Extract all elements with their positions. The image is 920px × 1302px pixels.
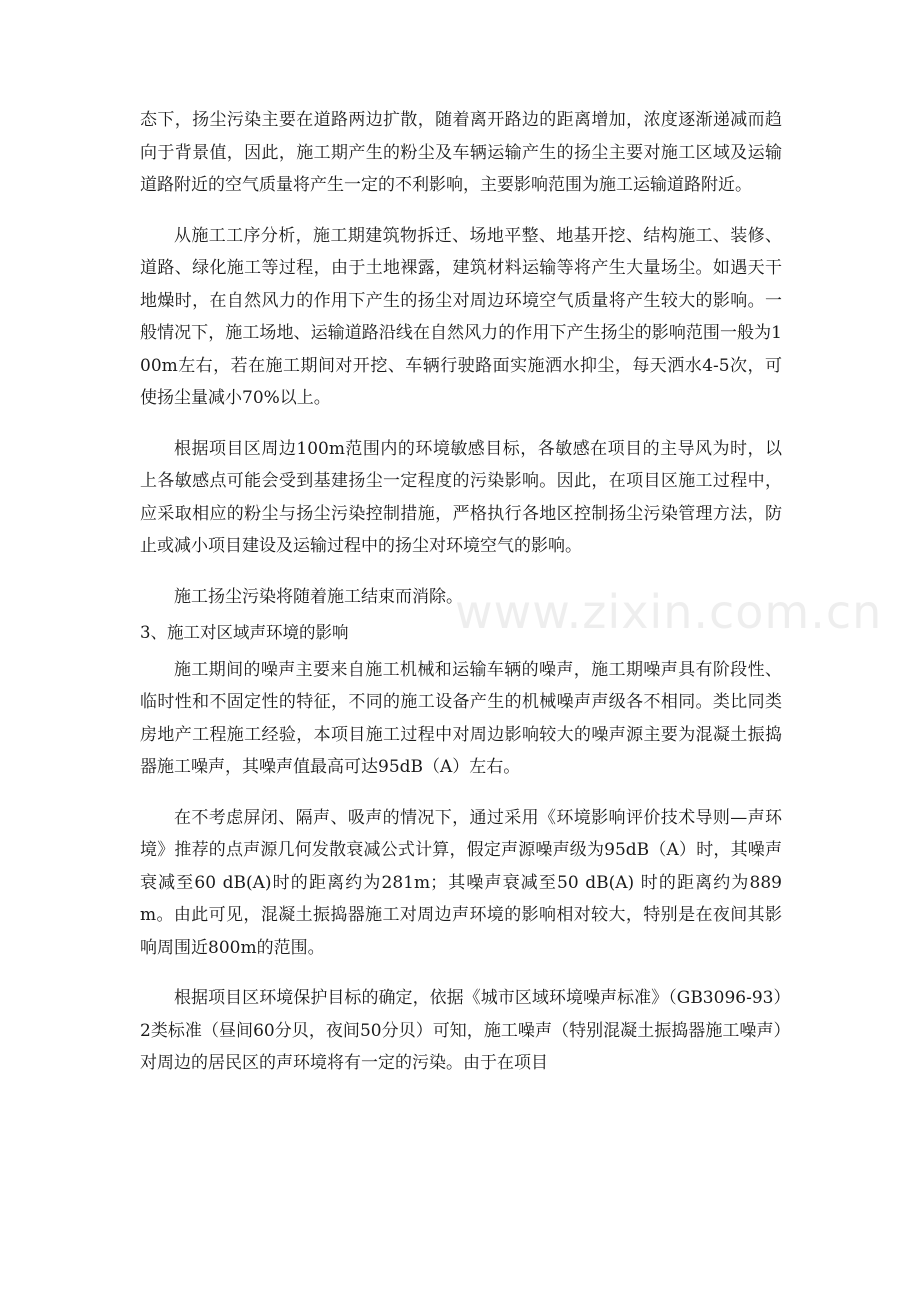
watermark: www.zixin.com.cn xyxy=(455,585,883,639)
document-page xyxy=(140,104,782,1080)
paragraph-noise-attenuation: 在不考虑屏闭、隔声、吸声的情况下，通过采用《环境影响评价技术导则—声环境》推荐的点声源几何发散衰减公式计算，假定声源噪声级为95dB（A）时，其噪声衰减至60 dB(A)时的距离约为281m；其噪声衰减至50 dB(A) 时的距离约为889m。由此可见，混凝土振捣器施工对周边声环境的影响相对较大，特别是在夜间其影响周围近800m的范围。 xyxy=(140,807,782,958)
paragraph-noise-standard: 根据项目区环境保护目标的确定，依据《城市区域环境噪声标准》（GB3096-93）2类标准（昼间60分贝，夜间50分贝）可知，施工噪声（特别混凝土振捣器施工噪声）对周边的居民区的声环境将有一定的污染。由于在项目 xyxy=(140,988,782,1073)
paragraph-dust-elimination: 施工扬尘污染将随着施工结束而消除。 xyxy=(174,586,463,607)
paragraph-noise-sources: 施工期间的噪声主要来自施工机械和运输车辆的噪声，施工期噪声具有阶段性、临时性和不固定性的特征，不同的施工设备产生的机械噪声声级各不相同。类比同类房地产工程施工经验，本项目施工过程中对周边影响较大的噪声源主要为混凝土振捣器施工噪声，其噪声值最高可达95dB（A）左右。 xyxy=(140,659,782,777)
paragraph-dust-dispersion: 态下，扬尘污染主要在道路两边扩散，随着离开路边的距离增加，浓度逐渐递减而趋向于背景值，因此，施工期产生的粉尘及车辆运输产生的扬尘主要对施工区域及运输道路附近的空气质量将产生一定的不利影响，主要影响范围为施工运输道路附近。 xyxy=(140,110,782,195)
paragraph-construction-process: 从施工工序分析，施工期建筑物拆迁、场地平整、地基开挖、结构施工、装修、道路、绿化施工等过程，由于土地裸露，建筑材料运输等将产生大量场尘。如遇天干地燥时，在自然风力的作用下产生的扬尘对周边环境空气质量将产生较大的影响。一般情况下，施工场地、运输道路沿线在自然风力的作用下产生扬尘的影响范围一般为100m左右，若在施工期间对开挖、车辆行驶路面实施洒水抑尘，每天洒水4-5次，可使扬尘量减小70%以上。 xyxy=(140,225,782,408)
paragraph-sensitive-targets: 根据项目区周边100m范围内的环境敏感目标，各敏感在项目的主导风为时，以上各敏感点可能会受到基建扬尘一定程度的污染影响。因此，在项目区施工过程中，应采取相应的粉尘与扬尘污染控制措施，严格执行各地区控制扬尘污染管理方法，防止或减小项目建设及运输过程中的扬尘对环境空气的影响。 xyxy=(140,438,782,556)
section-heading: 3、施工对区域声环境的影响 xyxy=(140,623,349,642)
